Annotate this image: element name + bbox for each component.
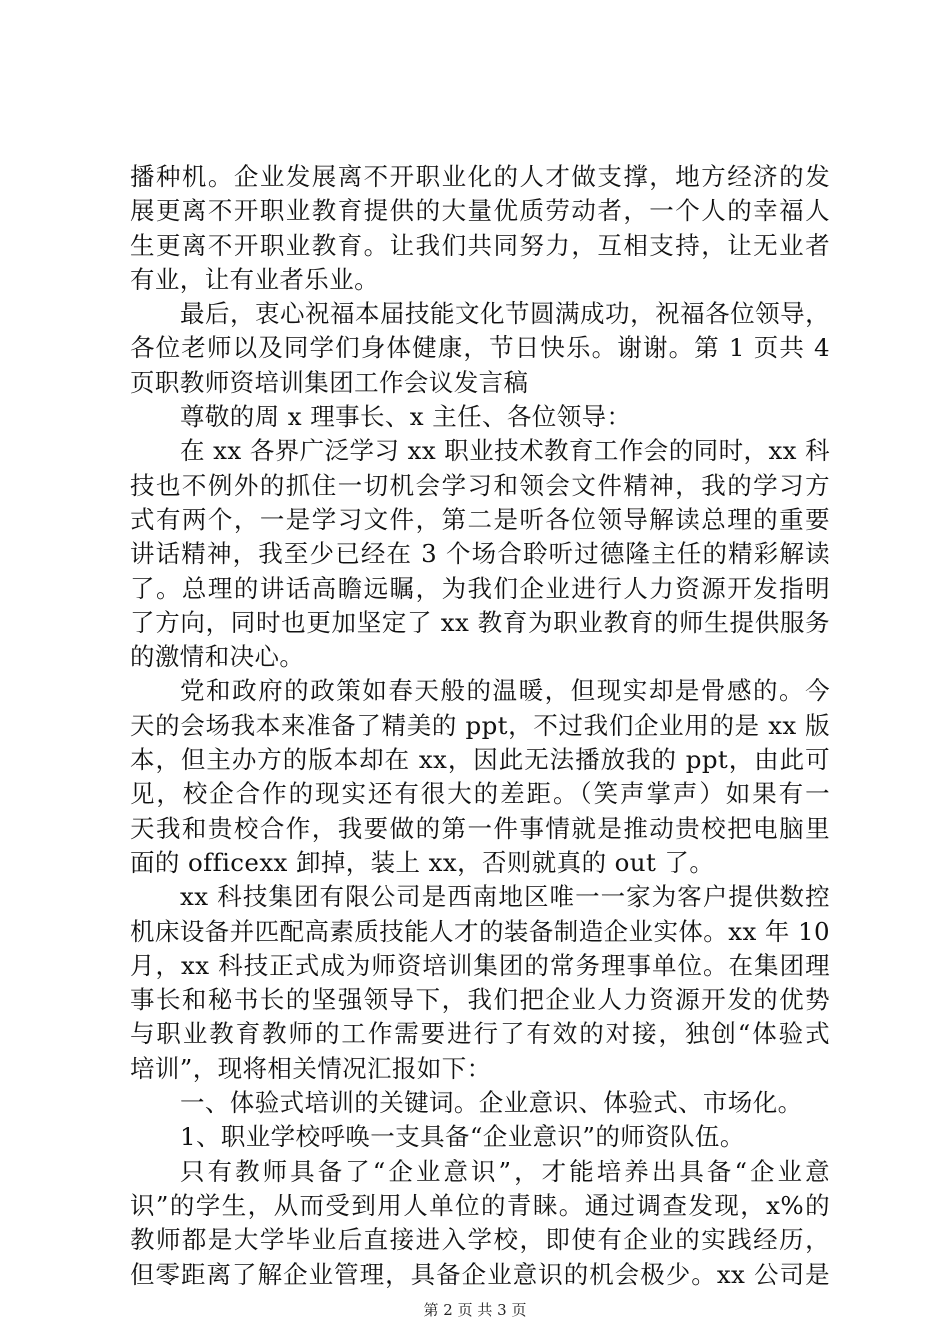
text-line: 尊敬的周 x 理事长、x 主任、各位领导： <box>180 402 632 432</box>
text-line: 只有教师具备了“企业意识”，才能培养出具备“企业意 <box>180 1156 830 1186</box>
text-line: 了方向，同时也更加坚定了 xx 教育为职业教育的师生提供服务 <box>130 607 830 637</box>
text-line: 生更离不开职业教育。让我们共同努力，互相支持，让无业者 <box>130 230 830 260</box>
text-line: 天的会场我本来准备了精美的 ppt，不过我们企业用的是 xx 版 <box>130 710 830 740</box>
text-line: 面的 officexx 卸掉，装上 xx，否则就真的 out 了。 <box>130 847 715 877</box>
text-line: 事长和秘书长的坚强领导下，我们把企业人力资源开发的优势 <box>130 985 830 1015</box>
text-line: 机床设备并匹配高素质技能人才的装备制造企业实体。xx 年 10 <box>130 916 830 946</box>
text-line: 党和政府的政策如春天般的温暖，但现实却是骨感的。今 <box>180 676 830 706</box>
text-line: 讲话精神，我至少已经在 3 个场合聆听过德隆主任的精彩解读 <box>130 539 830 569</box>
text-line: 一、体验式培训的关键词。企业意识、体验式、市场化。 <box>180 1088 803 1118</box>
text-line: 天我和贵校合作，我要做的第一件事情就是推动贵校把电脑里 <box>130 813 830 843</box>
text-line: 展更离不开职业教育提供的大量优质劳动者，一个人的幸福人 <box>130 196 830 226</box>
text-line: 式有两个，一是学习文件，第二是听各位领导解读总理的重要 <box>130 504 830 534</box>
page-footer: 第 2 页 共 3 页 <box>423 1301 527 1319</box>
text-line: 月，xx 科技正式成为师资培训集团的常务理事单位。在集团理 <box>130 950 830 980</box>
text-line: 识”的学生，从而受到用人单位的青睐。通过调查发现，x%的 <box>130 1190 830 1220</box>
text-line: 见，校企合作的现实还有很大的差距。（笑声掌声）如果有一 <box>130 779 830 809</box>
text-line: 最后，衷心祝福本届技能文化节圆满成功，祝福各位领导， <box>180 299 830 329</box>
text-line: 了。总理的讲话高瞻远瞩，为我们企业进行人力资源开发指明 <box>130 573 830 603</box>
text-line: 各位老师以及同学们身体健康，节日快乐。谢谢。第 1 页共 4 <box>130 333 830 363</box>
text-line: 技也不例外的抓住一切机会学习和领会文件精神，我的学习方 <box>130 470 830 500</box>
document-body <box>130 160 830 1292</box>
text-line: 页职教师资培训集团工作会议发言稿 <box>130 367 529 397</box>
text-line: 播种机。企业发展离不开职业化的人才做支撑，地方经济的发 <box>130 162 830 191</box>
text-line: 但零距离了解企业管理，具备企业意识的机会极少。xx 公司是 <box>130 1259 830 1289</box>
text-line: 的激情和决心。 <box>130 642 305 672</box>
text-line: 培训”，现将相关情况汇报如下： <box>130 1053 492 1083</box>
text-line: 教师都是大学毕业后直接进入学校，即使有企业的实践经历， <box>130 1225 830 1255</box>
text-line: 本，但主办方的版本却在 xx，因此无法播放我的 ppt，由此可 <box>130 745 830 775</box>
text-line: 与职业教育教师的工作需要进行了有效的对接，独创“体验式 <box>130 1019 830 1049</box>
text-line: 在 xx 各界广泛学习 xx 职业技术教育工作会的同时，xx 科 <box>180 436 830 466</box>
text-line: 1、职业学校呼唤一支具备“企业意识”的师资队伍。 <box>180 1122 745 1152</box>
text-line: 有业，让有业者乐业。 <box>130 264 379 294</box>
text-line: xx 科技集团有限公司是西南地区唯一一家为客户提供数控 <box>180 882 830 912</box>
